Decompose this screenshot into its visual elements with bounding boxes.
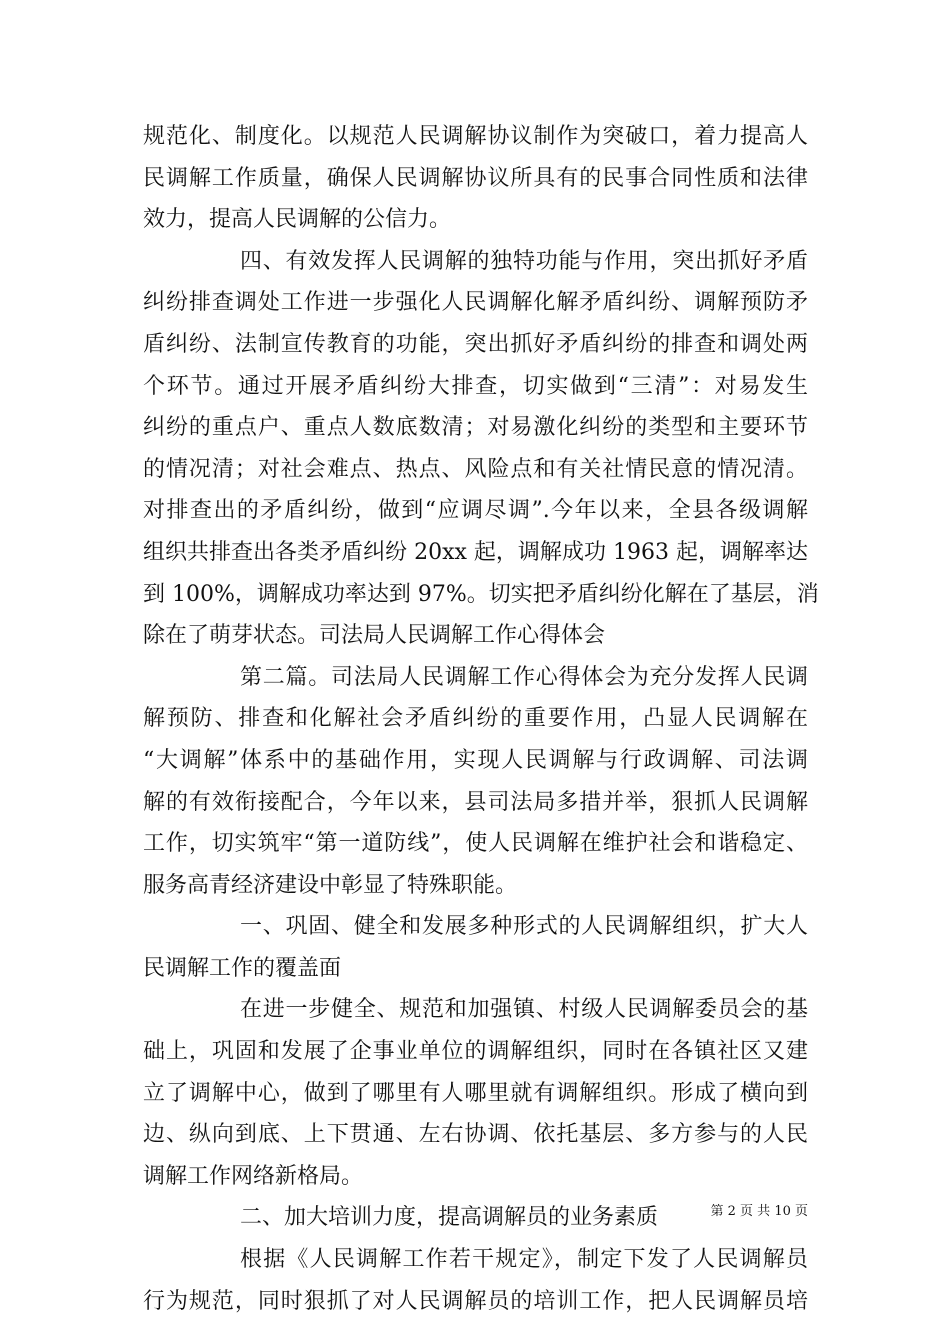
text-line: 规范化、制度化。以规范人民调解协议制作为突破口，着力提高人 [143,124,808,149]
text-line: 组织共排查出各类矛盾纠纷 20xx 起，调解成功 1963 起，调解率达 [143,539,808,565]
text-line: 民调解工作的覆盖面 [143,955,342,981]
text-line: 效力，提高人民调解的公信力。 [143,207,452,233]
text-line: 的情况清；对社会难点、热点、风险点和有关社情民意的情况清。 [143,456,808,482]
text-line: 纠纷的重点户、重点人数底数清；对易激化纠纷的类型和主要环节 [143,415,808,441]
text-line: 础上，巩固和发展了企事业单位的调解组织，同时在各镇社区又建 [143,1039,808,1065]
text-line: 解的有效衔接配合，今年以来，县司法局多措并举，狠抓人民调解 [143,789,808,815]
text-line: 第二篇。司法局人民调解工作心得体会为充分发挥人民调 [240,664,808,690]
text-line: 服务高青经济建设中彰显了特殊职能。 [143,872,518,898]
text-line: 边、纵向到底、上下贯通、左右协调、依托基层、多方参与的人民 [143,1122,808,1148]
text-line: 调解工作网络新格局。 [143,1163,364,1189]
text-line: 纠纷排查调处工作进一步强化人民调解化解矛盾纠纷、调解预防矛 [143,290,808,316]
body-text [143,116,819,1322]
text-line: 到 100%，调解成功率达到 97%。切实把矛盾纠纷化解在了基层，消 [143,581,819,607]
text-line: 个环节。通过开展矛盾纠纷大排查，切实做到“三清”：对易发生 [143,373,808,399]
text-line: 在进一步健全、规范和加强镇、村级人民调解委员会的基 [240,997,808,1023]
text-line: 二、加大培训力度，提高调解员的业务素质 [240,1205,659,1231]
text-line: 对排查出的矛盾纠纷，做到“应调尽调”.今年以来，全县各级调解 [143,498,808,524]
page-number-footer: 第 2 页 共 10 页 [710,1204,808,1219]
text-line: 一、巩固、健全和发展多种形式的人民调解组织，扩大人 [240,914,808,940]
text-line: 除在了萌芽状态。司法局人民调解工作心得体会 [143,623,606,649]
text-line: 四、有效发挥人民调解的独特功能与作用，突出抓好矛盾 [240,248,808,274]
text-line: 民调解工作质量，确保人民调解协议所具有的民事合同性质和法律 [143,165,808,191]
text-line: 行为规范，同时狠抓了对人民调解员的培训工作，把人民调解员培 [143,1288,808,1314]
text-line: 立了调解中心，做到了哪里有人哪里就有调解组织。形成了横向到 [143,1080,808,1106]
text-line: 工作，切实筑牢“第一道防线”，使人民调解在维护社会和谐稳定、 [143,831,808,857]
text-line: “大调解”体系中的基础作用，实现人民调解与行政调解、司法调 [143,747,808,773]
text-line: 盾纠纷、法制宣传教育的功能，突出抓好矛盾纠纷的排查和调处两 [143,331,808,357]
text-line: 解预防、排查和化解社会矛盾纠纷的重要作用，凸显人民调解在 [143,706,808,732]
text-line: 根据《人民调解工作若干规定》，制定下发了人民调解员 [240,1247,808,1273]
